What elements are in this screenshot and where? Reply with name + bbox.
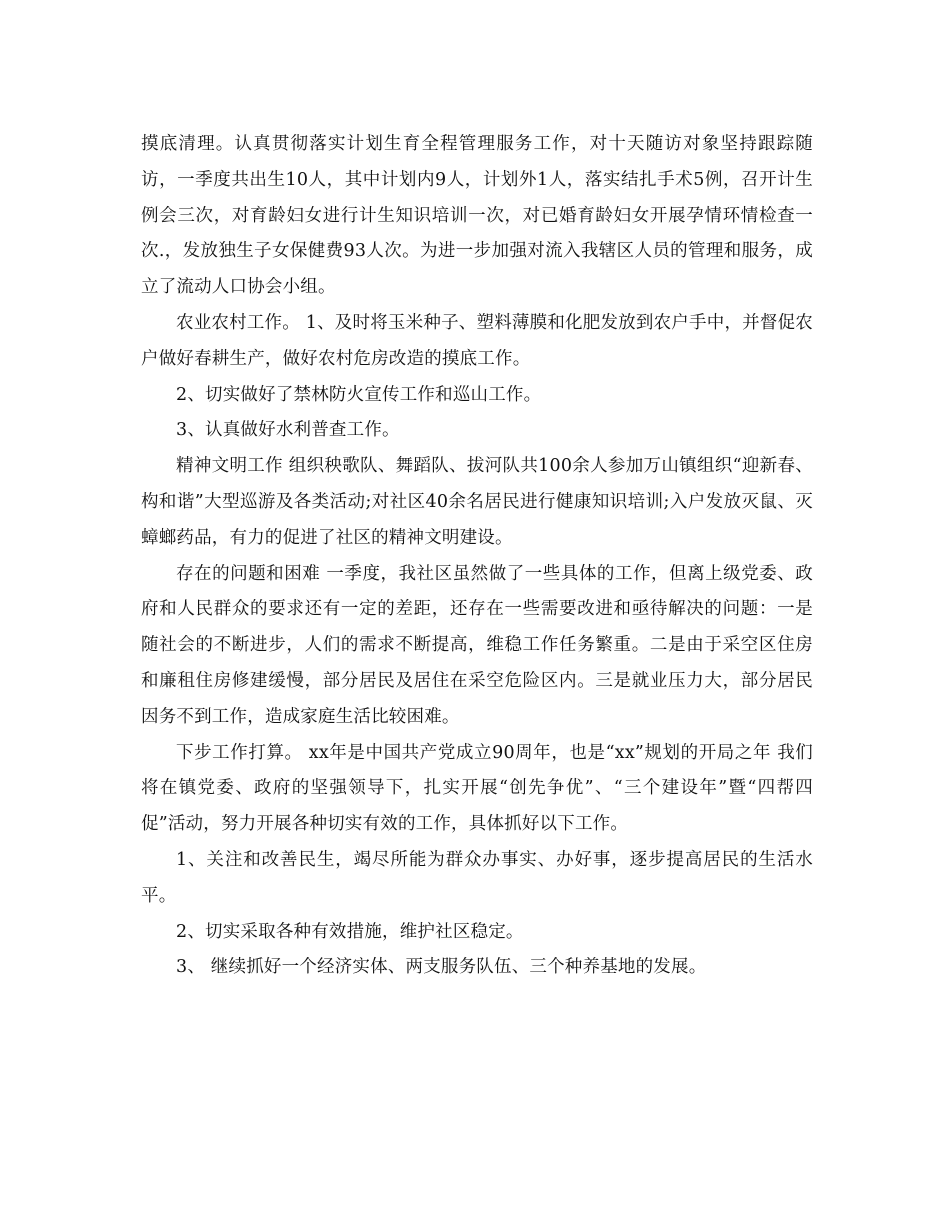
paragraph-family-planning: 摸底清理。认真贯彻落实计划生育全程管理服务工作，对十天随访对象坚持跟踪随访，一季度共出生10人，其中计划内9人，计划外1人，落实结扎手术5例，召开计生例会三次，对育龄妇女进行计生知识培训一次，对已婚育龄妇女开展孕情环情检查一次.，发放独生子女保健费93人次。为进一步加强对流入我辖区人员的管理和服务，成立了流动人口协会小组。 xyxy=(141,134,813,298)
paragraph-plan-item-1: 1、关注和改善民生，竭尽所能为群众办事实、办好事，逐步提高居民的生活水平。 xyxy=(141,849,813,906)
paragraph-agriculture: 农业农村工作。 1、及时将玉米种子、塑料薄膜和化肥发放到农户手中，并督促农户做好春耕生产，做好农村危房改造的摸底工作。 xyxy=(141,312,813,369)
paragraph-water-survey: 3、认真做好水利普查工作。 xyxy=(176,420,400,441)
paragraph-plan-item-3: 3、 继续抓好一个经济实体、两支服务队伍、三个种养基地的发展。 xyxy=(176,957,707,978)
paragraph-next-plan: 下步工作打算。 xx年是中国共产党成立90周年，也是“xx”规划的开局之年 我们将在镇党委、政府的坚强领导下，扎实开展“创先争优”、“三个建设年”暨“四帮四促”活动，努力开展各种切实有效的工作，具体抓好以下工作。 xyxy=(141,742,813,835)
document-body xyxy=(141,127,813,986)
paragraph-fire-prevention: 2、切实做好了禁林防火宣传工作和巡山工作。 xyxy=(176,384,542,405)
paragraph-problems: 存在的问题和困难 一季度，我社区虽然做了一些具体的工作，但离上级党委、政府和人民群众的要求还有一定的差距，还存在一些需要改进和亟待解决的问题：一是随社会的不断进步，人们的需求不断提高，维稳工作任务繁重。二是由于采空区住房和廉租住房修建缓慢，部分居民及居住在采空危险区内。三是就业压力大，部分居民因务不到工作，造成家庭生活比较困难。 xyxy=(141,563,813,727)
paragraph-spiritual-civilization: 精神文明工作 组织秧歌队、舞蹈队、拔河队共100余人参加万山镇组织“迎新春、构和谐”大型巡游及各类活动;对社区40余名居民进行健康知识培训;入户发放灭鼠、灭蟑螂药品，有力的促进了社区的精神文明建设。 xyxy=(141,456,813,548)
paragraph-plan-item-2: 2、切实采取各种有效措施，维护社区稳定。 xyxy=(176,921,524,942)
